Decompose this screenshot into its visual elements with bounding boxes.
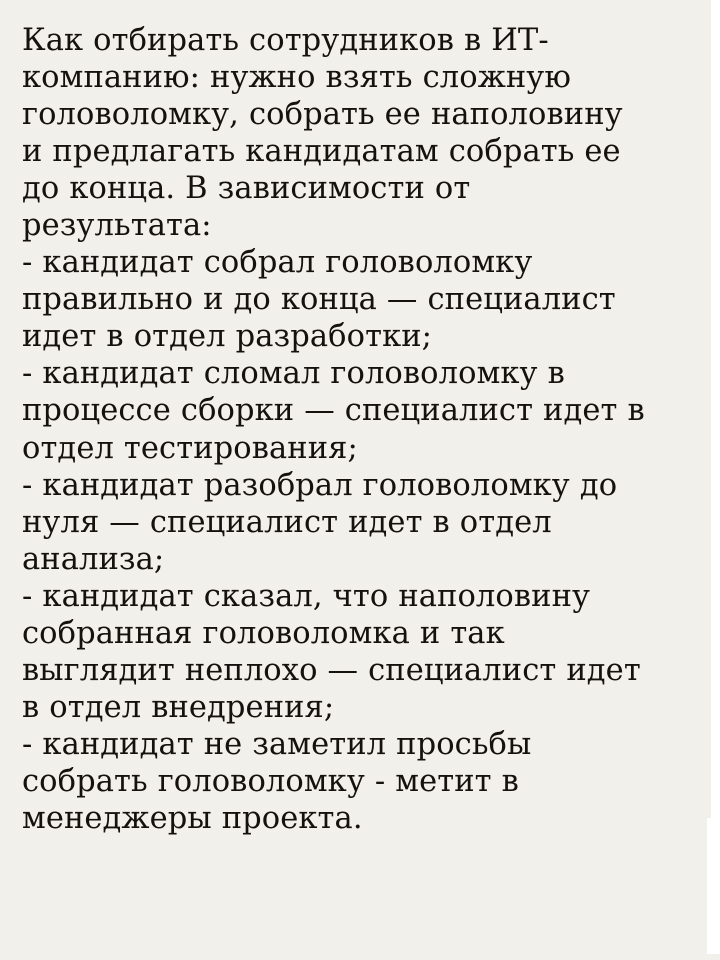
- right-edge-strip: [711, 0, 720, 960]
- list-item-testing-line-2: процессе сборки — специалист идет в: [22, 393, 645, 429]
- list-item-implementation-line-1: - кандидат сказал, что наполовину: [22, 578, 591, 614]
- list-item-implementation-line-3: выглядит неплохо — специалист идет: [22, 652, 641, 688]
- list-item-developer-line-2: правильно и до конца — специалист: [22, 282, 616, 318]
- list-item-analysis-line-1: - кандидат разобрал головоломку до: [22, 467, 618, 503]
- intro-line-2: компанию: нужно взять сложную: [22, 60, 571, 96]
- intro-line-4: и предлагать кандидатам собрать ее: [22, 134, 621, 170]
- intro-line-1: Как отбирать сотрудников в ИТ-: [22, 23, 549, 58]
- list-item-testing: [22, 355, 702, 466]
- intro-paragraph: [22, 22, 702, 244]
- list-item-implementation: [22, 578, 702, 726]
- list-item-project-manager: [22, 726, 702, 837]
- list-item-testing-line-1: - кандидат сломал головоломку в: [22, 356, 565, 392]
- intro-line-6: результата:: [22, 208, 212, 244]
- list-item-project-manager-line-2: собрать головоломку - метит в: [22, 763, 519, 799]
- intro-line-5: до конца. В зависимости от: [22, 171, 471, 207]
- list-item-developer: [22, 244, 702, 355]
- list-item-project-manager-line-3: менеджеры проекта.: [22, 800, 363, 836]
- list-item-implementation-line-4: в отдел внедрения;: [22, 689, 335, 725]
- list-item-developer-line-3: идет в отдел разработки;: [22, 319, 433, 355]
- list-item-analysis-line-3: анализа;: [22, 541, 165, 577]
- joke-text-body: [22, 22, 702, 837]
- list-item-project-manager-line-1: - кандидат не заметил просьбы: [22, 726, 532, 762]
- intro-line-3: головоломку, собрать ее наполовину: [22, 97, 623, 133]
- list-item-implementation-line-2: собранная головоломка и так: [22, 615, 505, 651]
- list-item-developer-line-1: - кандидат собрал головоломку: [22, 245, 533, 281]
- list-item-analysis-line-2: нуля — специалист идет в отдел: [22, 504, 552, 540]
- right-edge-notch: [707, 818, 711, 960]
- list-item-analysis: [22, 467, 702, 578]
- bottom-edge-strip: [0, 954, 720, 960]
- list-item-testing-line-3: отдел тестирования;: [22, 430, 358, 466]
